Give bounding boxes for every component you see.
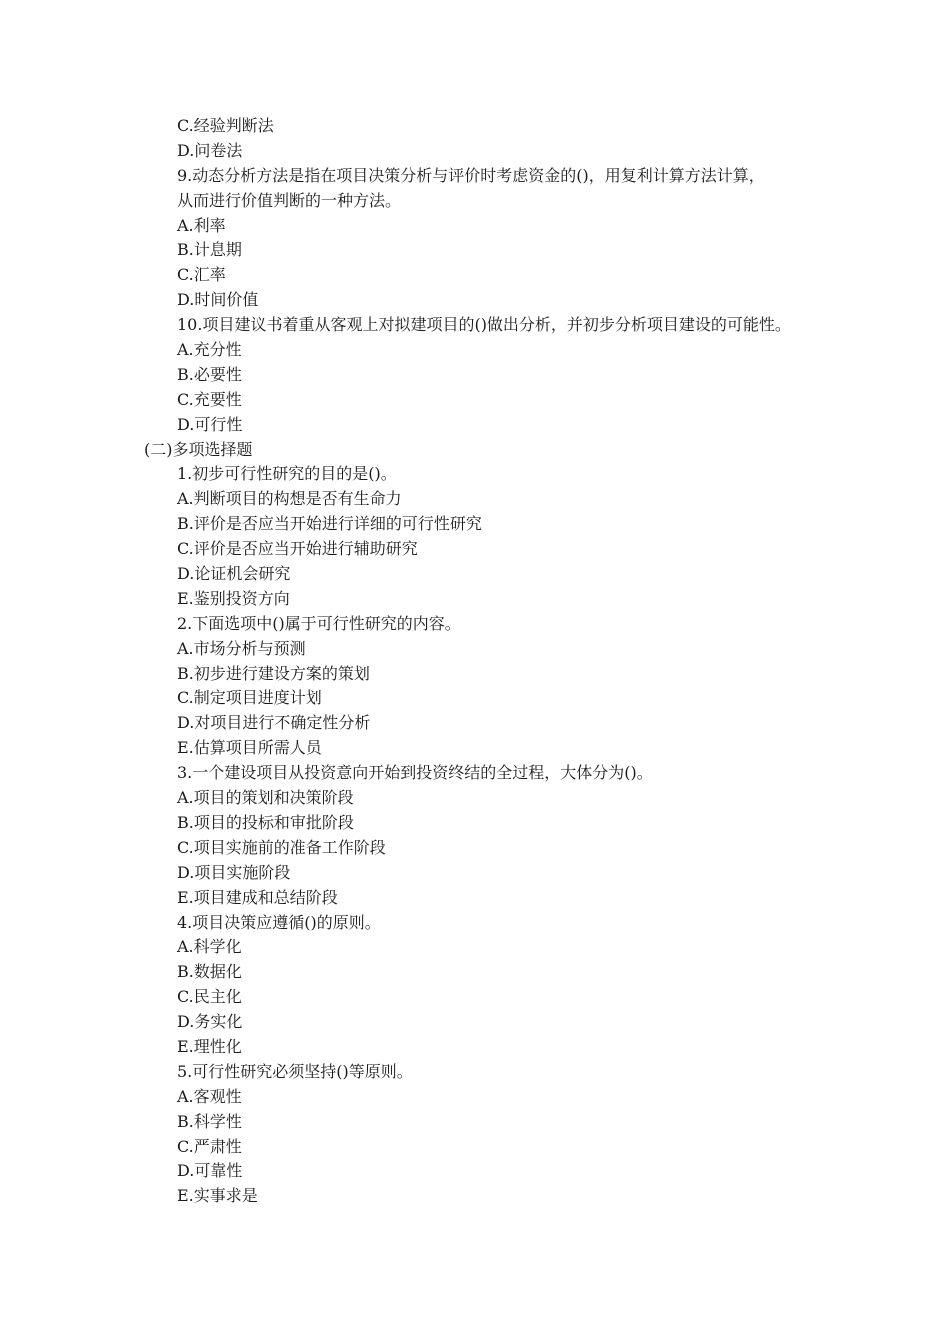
mq5-option-e: E.实事求是 — [177, 1186, 258, 1206]
q10-option-a: A.充分性 — [177, 340, 242, 360]
q10-option-c: C.充要性 — [177, 389, 242, 409]
mq5-stem: 5.可行性研究必须坚持()等原则。 — [177, 1061, 413, 1081]
mq1-option-a: A.判断项目的构想是否有生命力 — [177, 489, 402, 509]
q10-option-d: D.可行性 — [177, 414, 243, 434]
mq5-option-a: A.客观性 — [177, 1086, 242, 1106]
mq2-option-e: E.估算项目所需人员 — [177, 738, 322, 758]
q8-option-d: D.问卷法 — [177, 140, 243, 160]
q9-stem-line2: 从而进行价值判断的一种方法。 — [177, 190, 402, 210]
q9-option-a: A.利率 — [177, 215, 226, 235]
q9-stem-line1: 9.动态分析方法是指在项目决策分析与评价时考虑资金的()，用复利计算方法计算， — [177, 165, 765, 185]
q10-option-b: B.必要性 — [177, 364, 242, 384]
q9-option-d: D.时间价值 — [177, 290, 259, 310]
q9-option-b: B.计息期 — [177, 240, 242, 260]
mq3-option-e: E.项目建成和总结阶段 — [177, 887, 338, 907]
mq1-option-b: B.评价是否应当开始进行详细的可行性研究 — [177, 514, 482, 534]
q10-stem: 10.项目建议书着重从客观上对拟建项目的()做出分析，并初步分析项目建设的可能性。 — [177, 315, 791, 335]
mq1-stem: 1.初步可行性研究的目的是()。 — [177, 464, 397, 484]
mq4-option-d: D.务实化 — [177, 1012, 243, 1032]
mq3-option-c: C.项目实施前的准备工作阶段 — [177, 837, 386, 857]
mq4-option-c: C.民主化 — [177, 987, 242, 1007]
mq4-stem: 4.项目决策应遵循()的原则。 — [177, 912, 381, 932]
mq5-option-c: C.严肃性 — [177, 1136, 242, 1156]
q8-option-c: C.经验判断法 — [177, 116, 274, 135]
mq4-option-e: E.理性化 — [177, 1036, 242, 1056]
mq2-option-a: A.市场分析与预测 — [177, 638, 306, 658]
mq1-option-c: C.评价是否应当开始进行辅助研究 — [177, 539, 418, 559]
mq1-option-e: E.鉴别投资方向 — [177, 588, 290, 608]
mq2-option-b: B.初步进行建设方案的策划 — [177, 663, 370, 683]
mq2-option-d: D.对项目进行不确定性分析 — [177, 713, 371, 733]
mq3-option-b: B.项目的投标和审批阶段 — [177, 812, 354, 832]
mq4-option-a: A.科学化 — [177, 937, 242, 957]
mq1-option-d: D.论证机会研究 — [177, 564, 291, 584]
q9-option-c: C.汇率 — [177, 265, 226, 285]
mq5-option-b: B.科学性 — [177, 1111, 242, 1131]
mq3-option-a: A.项目的策划和决策阶段 — [177, 788, 354, 808]
mq2-stem: 2.下面选项中()属于可行性研究的内容。 — [177, 613, 461, 633]
section-heading: (二)多项选择题 — [144, 439, 253, 459]
mq4-option-b: B.数据化 — [177, 962, 242, 982]
mq2-option-c: C.制定项目进度计划 — [177, 688, 322, 708]
mq3-stem: 3.一个建设项目从投资意向开始到投资终结的全过程，大体分为()。 — [177, 763, 653, 783]
document-page — [0, 114, 950, 1209]
mq3-option-d: D.项目实施阶段 — [177, 862, 291, 882]
mq5-option-d: D.可靠性 — [177, 1161, 243, 1181]
